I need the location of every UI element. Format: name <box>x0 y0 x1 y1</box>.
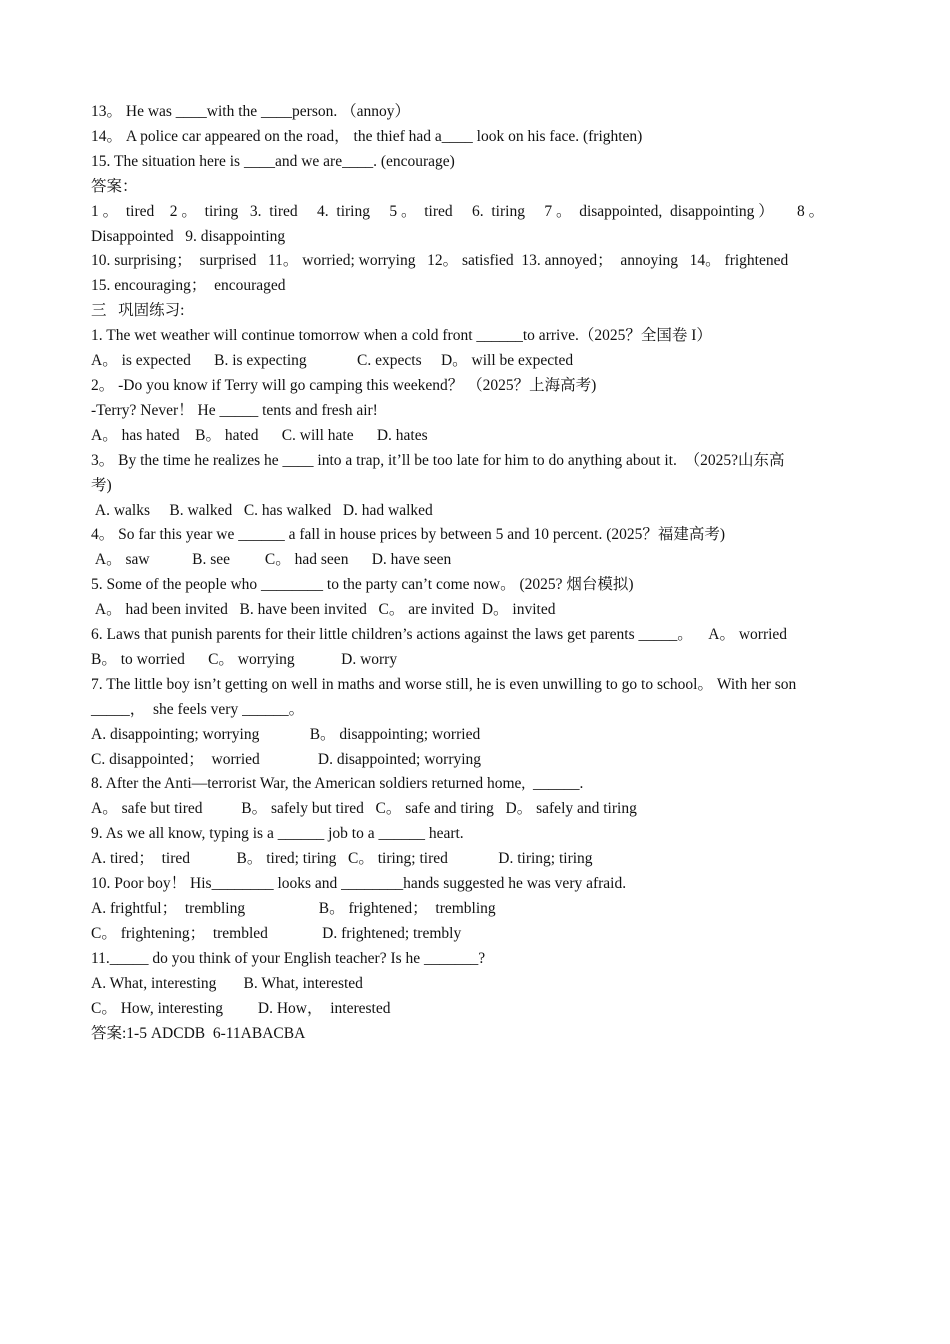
options-line: C。 frightening； trembled D. frightened; trembly <box>91 924 462 942</box>
question-line: 2。 -Do you know if Terry will go camping this weekend？ （2025？上海高考) <box>91 376 597 394</box>
text-line: 14。 A police car appeared on the road， the thief had a____ look on his face. (frighten) <box>91 127 643 145</box>
question-line: -Terry? Never！ He _____ tents and fresh air! <box>91 401 378 419</box>
options-line: A. walks B. walked C. has walked D. had walked <box>91 501 433 519</box>
question-line: 10. Poor boy！ His________ looks and ________hands suggested he was very afraid. <box>91 875 627 893</box>
question-line: 1. The wet weather will continue tomorrow when a cold front ______to arrive.（2025？全国卷 I） <box>91 327 712 345</box>
question-line: 4。 So far this year we ______ a fall in house prices by between 5 and 10 percent. (2025？福建高考) <box>91 526 726 544</box>
question-line: 9. As we all know, typing is a ______ job to a ______ heart. <box>91 825 464 843</box>
text-line: 13。 He was ____with the ____person. （annoy） <box>91 103 410 120</box>
text-line: Disappointed 9. disappointing <box>91 227 286 245</box>
options-line: A. tired； tired B。 tired; tiring C。 tiring; tired D. tiring; tiring <box>91 850 593 868</box>
options-line: B。 to worried C。 worrying D. worry <box>91 650 398 668</box>
document-body <box>91 100 861 1046</box>
text-line: 10. surprising； surprised 11。 worried; worrying 12。 satisfied 13. annoyed； annoying 14。 frightened <box>91 252 789 270</box>
question-line: 考) <box>91 476 112 494</box>
question-line: 5. Some of the people who ________ to the party can’t come now。 (2025? 烟台模拟) <box>91 576 634 594</box>
question-line: 11._____ do you think of your English teacher? Is he _______? <box>91 949 486 967</box>
answer-heading: 答案： <box>91 177 138 195</box>
options-line: A。 has hated B。 hated C. will hate D. hates <box>91 426 428 444</box>
text-line: 15. The situation here is ____and we are____. (encourage) <box>91 152 455 170</box>
question-line: _____， she feels very ______。 <box>91 700 305 718</box>
question-line: 7. The little boy isn’t getting on well in maths and worse still, he is even unwilling to go to school。 With her son <box>91 675 797 693</box>
options-line: A. frightful； trembling B。 frightened； trembling <box>91 900 496 917</box>
text-line: 1 。 tired 2 。 tiring 3. tired 4. tiring 5 。 tired 6. tiring 7 。 disappointed, disappointing ） 8 。 <box>91 202 825 220</box>
options-line: C。 How, interesting D. How， interested <box>91 999 391 1017</box>
options-line: A。 is expected B. is expecting C. expects D。 will be expected <box>91 352 574 370</box>
options-line: A。 saw B. see C。 had seen D. have seen <box>91 551 452 569</box>
options-line: C. disappointed； worried D. disappointed; worrying <box>91 750 482 768</box>
question-line: 6. Laws that punish parents for their little children’s actions against the laws get parents _____。 A。 worried <box>91 626 788 644</box>
options-line: A. disappointing; worrying B。 disappointing; worried <box>91 725 481 743</box>
text-line: 15. encouraging； encouraged <box>91 277 286 295</box>
question-line: 3。 By the time he realizes he ____ into a trap, it’ll be too late for him to do anything about it. （2025?山东高 <box>91 451 785 469</box>
options-line: A. What, interesting B. What, interested <box>91 974 363 992</box>
options-line: A。 had been invited B. have been invited C。 are invited D。 invited <box>91 601 556 619</box>
options-line: A。 safe but tired B。 safely but tired C。 safe and tiring D。 safely and tiring <box>91 800 637 818</box>
answer-key: 答案:1-5 ADCDB 6-11ABACBA <box>91 1024 306 1042</box>
question-line: 8. After the Anti—terrorist War, the American soldiers returned home, ______. <box>91 775 584 793</box>
section-heading: 三 巩固练习: <box>91 302 185 320</box>
